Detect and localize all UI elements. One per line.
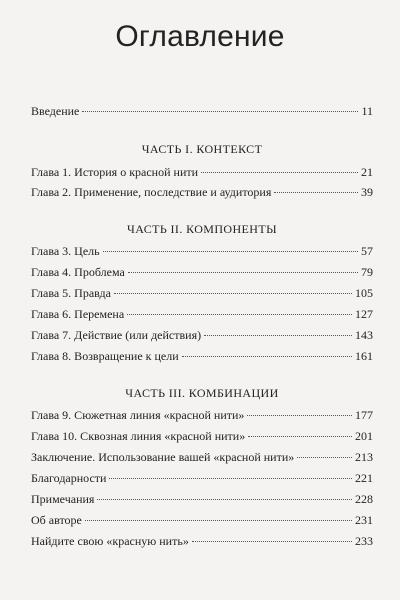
dot-leader <box>247 415 352 416</box>
toc-entry-page: 11 <box>361 104 373 118</box>
dot-leader <box>274 192 358 193</box>
toc-entry-page: 213 <box>355 450 373 464</box>
toc-entry-page: 143 <box>355 328 373 342</box>
toc-entry-introduction[interactable] <box>31 103 373 119</box>
dot-leader <box>97 499 352 500</box>
toc-entry-label: Глава 4. Проблема <box>31 265 125 279</box>
toc-entry-chapter-4[interactable] <box>31 264 373 280</box>
toc-entry-chapter-6[interactable] <box>31 306 373 322</box>
toc-entry-chapter-5[interactable] <box>31 285 373 301</box>
dot-leader <box>103 251 358 252</box>
toc-entry-label: Глава 5. Правда <box>31 286 111 300</box>
toc-entry-page: 57 <box>361 244 373 258</box>
toc-entry-label: Глава 2. Применение, последствие и аудитория <box>31 185 272 199</box>
toc-entry-chapter-10[interactable] <box>31 428 373 444</box>
toc-entry-page: 221 <box>355 471 373 485</box>
dot-leader <box>204 335 352 336</box>
part-heading-3: ЧАСТЬ III. КОМБИНАЦИИ <box>125 386 279 400</box>
part-heading-1: ЧАСТЬ I. КОНТЕКСТ <box>141 142 263 156</box>
dot-leader <box>297 457 352 458</box>
toc-entry-label: Глава 8. Возвращение к цели <box>31 349 179 363</box>
toc-entry-chapter-3[interactable] <box>31 243 373 259</box>
toc-entry-page: 201 <box>355 429 373 443</box>
toc-entry-label: Заключение. Использование вашей «красной нити» <box>31 450 295 464</box>
toc-entry-chapter-2[interactable] <box>31 184 373 200</box>
page-title: Оглавление <box>115 20 285 53</box>
toc-entry-label: Глава 10. Сквозная линия «красной нити» <box>31 429 246 443</box>
toc-entry-page: 21 <box>361 165 373 179</box>
dot-leader <box>248 436 352 437</box>
toc-entry-label: Глава 7. Действие (или действия) <box>31 328 202 342</box>
toc-entry-chapter-9[interactable] <box>31 407 373 423</box>
toc-entry-page: 39 <box>361 185 373 199</box>
toc-entry-page: 161 <box>355 349 373 363</box>
dot-leader <box>114 293 352 294</box>
toc-entry-page: 105 <box>355 286 373 300</box>
toc-entry-page: 127 <box>355 307 373 321</box>
toc-entry-chapter-7[interactable] <box>31 327 373 343</box>
dot-leader <box>192 541 352 542</box>
toc-entry-label: Глава 1. История о красной нити <box>31 165 199 179</box>
toc-entry-conclusion[interactable] <box>31 449 373 465</box>
toc-entry-find-your-thread[interactable] <box>31 533 373 549</box>
toc-entry-label: Об авторе <box>31 513 82 527</box>
toc-entry-acknowledgments[interactable] <box>31 470 373 486</box>
dot-leader <box>182 356 352 357</box>
toc-entry-label: Примечания <box>31 492 95 506</box>
toc-entry-chapter-1[interactable] <box>31 164 373 180</box>
toc-entry-page: 233 <box>355 534 373 548</box>
dot-leader <box>82 111 358 112</box>
toc-entry-label: Глава 3. Цель <box>31 244 100 258</box>
toc-entry-label: Глава 6. Перемена <box>31 307 125 321</box>
part-heading-2: ЧАСТЬ II. КОМПОНЕНТЫ <box>127 222 277 236</box>
toc-entry-label: Найдите свою «красную нить» <box>31 534 189 548</box>
toc-entry-page: 177 <box>355 408 373 422</box>
dot-leader <box>128 272 358 273</box>
dot-leader <box>127 314 352 315</box>
toc-entry-chapter-8[interactable] <box>31 348 373 364</box>
toc-entry-notes[interactable] <box>31 491 373 507</box>
toc-entry-label: Благодарности <box>31 471 107 485</box>
toc-entry-page: 231 <box>355 513 373 527</box>
dot-leader <box>85 520 352 521</box>
dot-leader <box>201 172 358 173</box>
toc-entry-label: Введение <box>31 104 80 118</box>
toc-entry-page: 228 <box>355 492 373 506</box>
toc-entry-label: Глава 9. Сюжетная линия «красной нити» <box>31 408 245 422</box>
toc-entry-about-author[interactable] <box>31 512 373 528</box>
dot-leader <box>109 478 352 479</box>
toc-entry-page: 79 <box>361 265 373 279</box>
